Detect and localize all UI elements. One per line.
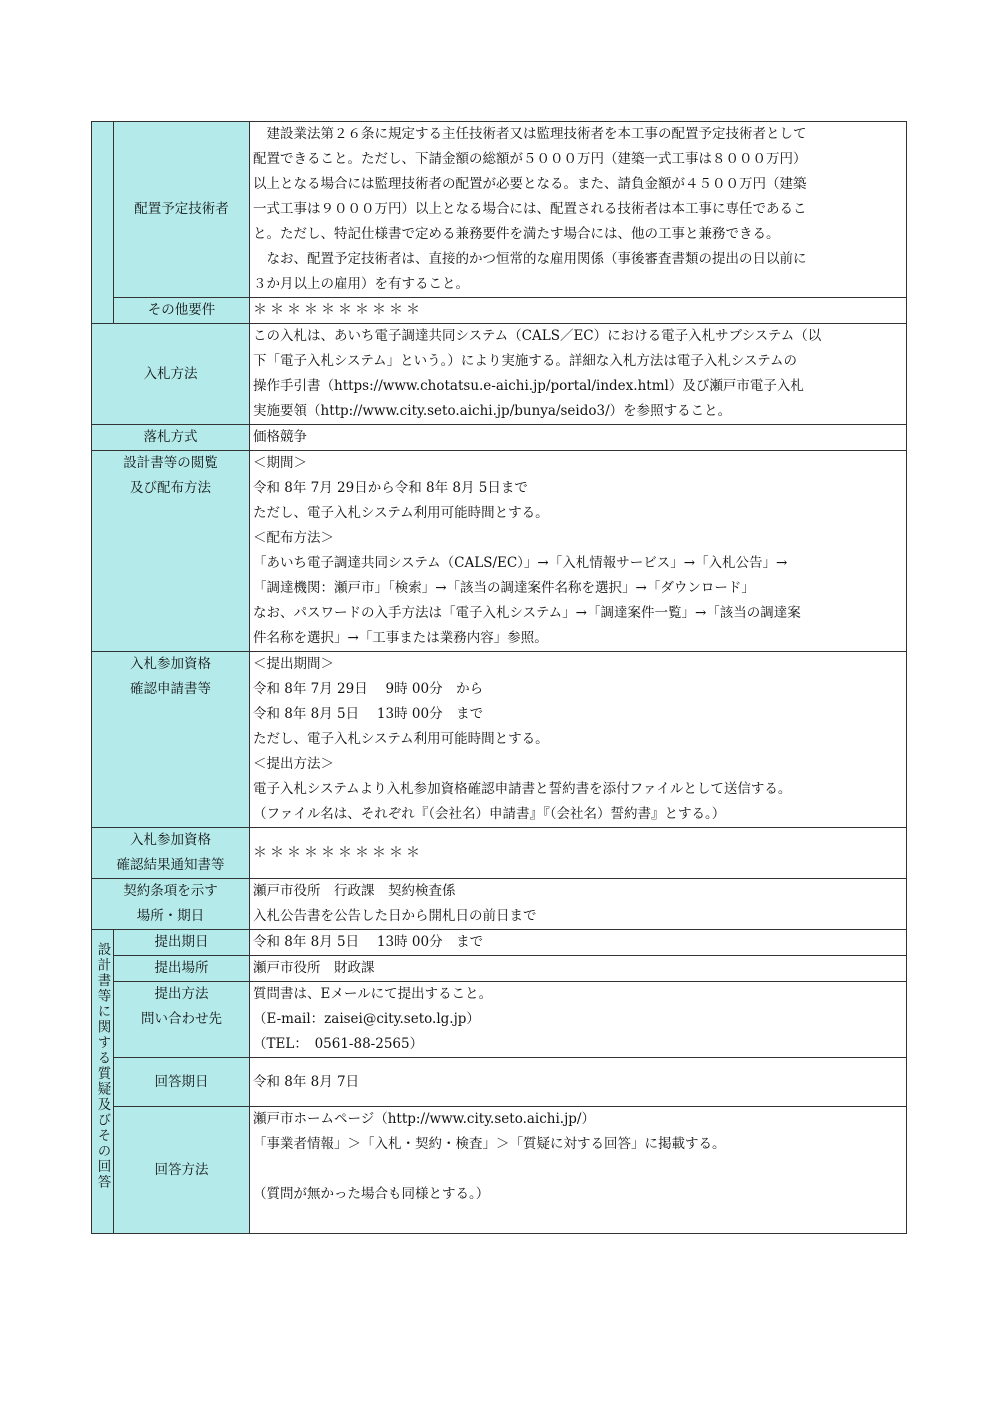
qualification-application-value — [250, 652, 907, 828]
label-line: 提出方法 — [154, 986, 209, 1002]
row-assigned-engineer — [92, 122, 907, 298]
answer-method-value — [250, 1107, 907, 1234]
questions-side-cell — [92, 930, 114, 1234]
text-line: 配置できること。ただし、下請金額の総額が５０００万円（建築一式工事は８０００万円） — [253, 151, 807, 167]
other-requirements-value — [250, 298, 907, 324]
row-answer-method — [92, 1107, 907, 1234]
question-method-value — [250, 982, 907, 1058]
text-line: （ファイル名は、それぞれ『（会社名）申請書』『（会社名）誓約書』とする。） — [253, 806, 726, 822]
text-line: この入札は、あいち電子調達共同システム（CALS／EC）における電子入札サブシステム（以 — [253, 328, 822, 344]
text-line: 以上となる場合には監理技術者の配置が必要となる。また、請負金額が４５００万円（建築 — [253, 176, 807, 192]
contact-phone: （TEL： 0561-88-2565） — [253, 1036, 424, 1052]
row-question-deadline — [92, 930, 907, 956]
label-line: 契約条項を示す — [123, 883, 218, 899]
row-answer-deadline — [92, 1058, 907, 1107]
text-line: 操作手引書（https://www.chotatsu.e-aichi.jp/portal/index.html）及び瀬戸市電子入札 — [253, 378, 804, 394]
row-other-requirements — [92, 298, 907, 324]
label-line: 確認申請書等 — [130, 681, 211, 697]
text-line: なお、パスワードの入手方法は「電子入札システム」→「調達案件一覧」→「該当の調達案 — [253, 605, 801, 621]
label-line: 問い合わせ先 — [141, 1011, 222, 1027]
text-line: 質問書は、Eメールにて提出すること。 — [253, 986, 493, 1002]
row-qualification-result — [92, 828, 907, 879]
text-line: （質問が無かった場合も同様とする。） — [253, 1186, 490, 1202]
contract-terms-value — [250, 879, 907, 930]
tender-notice-document — [91, 121, 906, 1234]
text-line: と。ただし、特記仕様書で定める兼務要件を満たす場合には、他の工事と兼務できる。 — [253, 226, 780, 242]
masked-value: ＊＊＊＊＊＊＊＊＊＊ — [253, 302, 423, 318]
other-requirements-label: その他要件 — [114, 298, 250, 324]
text-line: 令和 8年 8月 5日 13時 00分 まで — [253, 706, 484, 722]
assigned-engineer-value — [250, 122, 907, 298]
text-line: 令和 8年 7月 29日 9時 00分 から — [253, 681, 484, 697]
text-line: ＜期間＞ — [253, 455, 307, 471]
row-design-documents — [92, 451, 907, 652]
text-line: 瀬戸市役所 行政課 契約検査係 — [253, 883, 456, 899]
text-line: 建設業法第２６条に規定する主任技術者又は監理技術者を本工事の配置予定技術者として — [253, 126, 807, 142]
blank-line — [253, 1157, 900, 1182]
design-documents-value — [250, 451, 907, 652]
row-question-method — [92, 982, 907, 1058]
text-line: ただし、電子入札システム利用可能時間とする。 — [253, 505, 549, 521]
label-line: 確認結果通知書等 — [116, 857, 225, 873]
row-qualification-application — [92, 652, 907, 828]
question-method-label — [114, 982, 250, 1058]
text-line: 入札公告書を公告した日から開札日の前日まで — [253, 908, 537, 924]
text-line: 「あいち電子調達共同システム（CALS/EC）」→「入札情報サービス」→「入札公告」→ — [253, 555, 788, 571]
masked-value: ＊＊＊＊＊＊＊＊＊＊ — [253, 844, 423, 861]
answer-deadline-label: 回答期日 — [114, 1058, 250, 1107]
contract-terms-label — [92, 879, 250, 930]
row-bidding-method — [92, 324, 907, 425]
text-line: 「調達機関：瀬戸市」「検索」→「該当の調達案件名称を選択」→「ダウンロード」 — [253, 580, 755, 596]
text-line: ＜配布方法＞ — [253, 530, 334, 546]
text-line: 件名称を選択」→「工事または業務内容」参照。 — [253, 630, 548, 646]
text-line: なお、配置予定技術者は、直接的かつ恒常的な雇用関係（事後審査書類の提出の日以前に — [253, 251, 807, 267]
question-place-label: 提出場所 — [114, 956, 250, 982]
text-line: ３か月以上の雇用）を有すること。 — [253, 276, 469, 292]
award-method-label: 落札方式 — [92, 425, 250, 451]
answer-deadline-value: 令和 8年 8月 7日 — [250, 1058, 907, 1107]
bidding-method-value — [250, 324, 907, 425]
row-question-place — [92, 956, 907, 982]
text-line: 「事業者情報」＞「入札・契約・検査」＞「質疑に対する回答」に掲載する。 — [253, 1136, 726, 1152]
tender-conditions-table — [91, 121, 907, 1234]
assigned-engineer-label: 配置予定技術者 — [114, 122, 250, 298]
contact-email: （E-mail：zaisei@city.seto.lg.jp） — [253, 1011, 480, 1027]
label-line: 場所・期日 — [136, 908, 205, 924]
qualification-side-cell — [92, 122, 114, 324]
answer-method-label: 回答方法 — [114, 1107, 250, 1234]
text-line: 電子入札システムより入札参加資格確認申請書と誓約書を添付ファイルとして送信する。 — [253, 781, 792, 797]
text-line: ＜提出方法＞ — [253, 756, 334, 772]
qualification-result-value — [250, 828, 907, 879]
question-place-value: 瀬戸市役所 財政課 — [250, 956, 907, 982]
label-line: 設計書等の閲覧 — [123, 455, 218, 471]
text-line: 瀬戸市ホームページ（http://www.city.seto.aichi.jp/） — [253, 1111, 595, 1127]
qualification-result-label — [92, 828, 250, 879]
award-method-value: 価格競争 — [250, 425, 907, 451]
text-line: ただし、電子入札システム利用可能時間とする。 — [253, 731, 549, 747]
text-line: ＜提出期間＞ — [253, 656, 334, 672]
bidding-method-label: 入札方法 — [92, 324, 250, 425]
qualification-application-label — [92, 652, 250, 828]
text-line: 下「電子入札システム」という。）により実施する。詳細な入札方法は電子入札システムの — [253, 353, 798, 369]
questions-side-label: 設計書等に関する質疑及びその回答 — [94, 942, 111, 1190]
label-line: 入札参加資格 — [130, 832, 211, 848]
row-contract-terms — [92, 879, 907, 930]
text-line: 実施要領（http://www.city.seto.aichi.jp/bunya/seido3/）を参照すること。 — [253, 403, 732, 419]
question-deadline-label: 提出期日 — [114, 930, 250, 956]
text-line: 令和 8年 7月 29日から令和 8年 8月 5日まで — [253, 480, 528, 496]
label-line: 入札参加資格 — [130, 656, 211, 672]
design-documents-label — [92, 451, 250, 652]
text-line: 一式工事は９０００万円）以上となる場合には、配置される技術者は本工事に専任であるこ — [253, 201, 807, 217]
label-line: 及び配布方法 — [130, 480, 211, 496]
question-deadline-value: 令和 8年 8月 5日 13時 00分 まで — [250, 930, 907, 956]
row-award-method — [92, 425, 907, 451]
